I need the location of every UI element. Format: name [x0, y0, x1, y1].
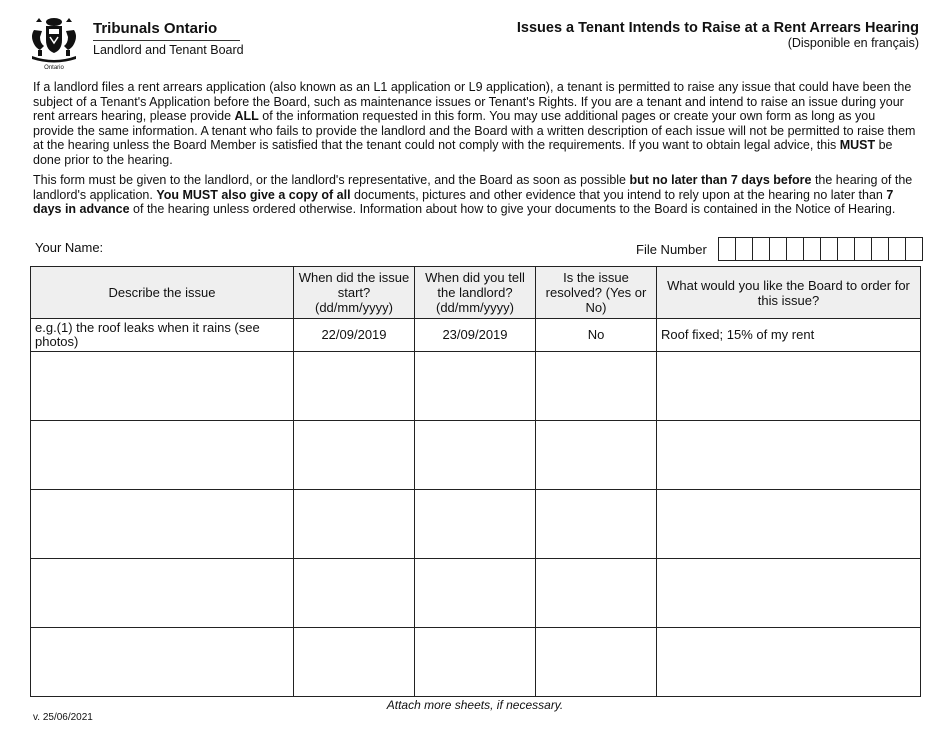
board-order-cell[interactable]	[657, 628, 921, 697]
deadline-text: documents, pictures and other evidence that you intend to rely upon at the hearing no later than	[350, 187, 887, 202]
form-title: Issues a Tenant Intends to Raise at a Rent Arrears Hearing	[516, 20, 919, 36]
issue-start-cell[interactable]	[294, 559, 415, 628]
example-order: Roof fixed; 15% of my rent	[657, 319, 921, 352]
file-number-box[interactable]	[906, 238, 922, 260]
file-number-box[interactable]	[889, 238, 906, 260]
table-header-row	[31, 267, 921, 319]
issue-start-cell[interactable]	[294, 421, 415, 490]
example-told-date: 23/09/2019	[415, 319, 536, 352]
org-subtitle: Landlord and Tenant Board	[93, 43, 244, 57]
board-order-cell[interactable]	[657, 421, 921, 490]
file-number-box[interactable]	[821, 238, 838, 260]
header-board-order: What would you like the Board to order for this issue?	[657, 267, 921, 319]
org-divider	[93, 40, 240, 41]
file-number-box[interactable]	[872, 238, 889, 260]
table-row	[31, 628, 921, 697]
file-number-box[interactable]	[770, 238, 787, 260]
board-order-cell[interactable]	[657, 352, 921, 421]
form-header	[0, 0, 950, 80]
file-number-box[interactable]	[804, 238, 821, 260]
board-order-cell[interactable]	[657, 490, 921, 559]
file-number-box[interactable]	[736, 238, 753, 260]
issue-description-cell[interactable]	[31, 421, 294, 490]
coat-of-arms-icon	[28, 16, 80, 64]
file-number-box[interactable]	[719, 238, 736, 260]
header-issue-start: When did the issue start? (dd/mm/yyyy)	[294, 267, 415, 319]
issue-start-cell[interactable]	[294, 628, 415, 697]
resolved-cell[interactable]	[536, 559, 657, 628]
told-landlord-cell[interactable]	[415, 352, 536, 421]
instructions-text: be done prior to the hearing.	[33, 138, 893, 167]
file-number-box[interactable]	[787, 238, 804, 260]
example-resolved: No	[536, 319, 657, 352]
issue-description-cell[interactable]	[31, 352, 294, 421]
header-resolved: Is the issue resolved? (Yes or No)	[536, 267, 657, 319]
version-label: v. 25/06/2021	[33, 712, 93, 723]
your-name-label: Your Name:	[35, 240, 104, 255]
resolved-cell[interactable]	[536, 490, 657, 559]
deadline-emphasis: 7 days in advance	[33, 187, 894, 217]
told-landlord-cell[interactable]	[415, 628, 536, 697]
resolved-cell[interactable]	[536, 421, 657, 490]
told-landlord-cell[interactable]	[415, 421, 536, 490]
resolved-cell[interactable]	[536, 352, 657, 421]
table-row	[31, 490, 921, 559]
deadline-text: This form must be given to the landlord, or the landlord's representative, and the Board as soon as possible	[33, 173, 630, 187]
deadline-emphasis: but no later than 7 days before	[629, 173, 812, 187]
instructions-paragraph	[33, 80, 919, 168]
deadline-text: of the hearing unless ordered otherwise. Information about how to give your documents to the Board is contained in the Notice of Hearing.	[129, 202, 896, 217]
deadline-paragraph	[33, 173, 919, 217]
table-row	[31, 352, 921, 421]
file-number-box[interactable]	[855, 238, 872, 260]
header-told-landlord: When did you tell the landlord? (dd/mm/yyyy)	[415, 267, 536, 319]
ontario-logo	[28, 16, 80, 72]
file-number-box[interactable]	[838, 238, 855, 260]
attach-note: Attach more sheets, if necessary.	[386, 698, 564, 712]
example-description: e.g.(1) the roof leaks when it rains (see photos)	[31, 319, 294, 352]
issues-table	[30, 266, 921, 697]
example-row	[31, 319, 921, 352]
file-number-label: File Number	[636, 242, 707, 257]
issue-start-cell[interactable]	[294, 352, 415, 421]
told-landlord-cell[interactable]	[415, 490, 536, 559]
board-order-cell[interactable]	[657, 559, 921, 628]
header-describe-issue: Describe the issue	[31, 267, 294, 319]
instructions-text: If a landlord files a rent arrears application (also known as an L1 application or L9 application), a tenant is permitted to raise any issue that could have been the subject of a Tenant's Application before the Board, such as maintenance issues or Tenant's Rights. If you are a tenant and intend to raise an issue during your rent arrears hearing, please provide	[33, 80, 912, 124]
file-number-box[interactable]	[753, 238, 770, 260]
org-title: Tribunals Ontario	[93, 20, 218, 37]
issue-description-cell[interactable]	[31, 559, 294, 628]
instructions-emphasis: MUST	[839, 138, 876, 153]
example-start-date: 22/09/2019	[294, 319, 415, 352]
deadline-emphasis: You MUST also give a copy of all	[156, 187, 351, 202]
table-row	[31, 559, 921, 628]
instructions-emphasis: ALL	[234, 109, 259, 124]
issue-start-cell[interactable]	[294, 490, 415, 559]
language-note: (Disponible en français)	[787, 36, 919, 50]
issue-description-cell[interactable]	[31, 628, 294, 697]
told-landlord-cell[interactable]	[415, 559, 536, 628]
resolved-cell[interactable]	[536, 628, 657, 697]
issue-description-cell[interactable]	[31, 490, 294, 559]
instructions-text: of the information requested in this form. You may use additional pages or create your own form as long as you provide the same information. A tenant who fails to provide the landlord and the Board with a written description of each issue will not be permitted to raise them at the hearing unless the Board Member is satisfied that the tenant could not comply with the requirements. If you want to obtain legal advice, this	[33, 109, 916, 153]
table-row	[31, 421, 921, 490]
logo-caption: Ontario	[44, 65, 64, 71]
deadline-text: the hearing of the landlord's application.	[33, 173, 913, 202]
file-number-field[interactable]	[718, 237, 923, 261]
